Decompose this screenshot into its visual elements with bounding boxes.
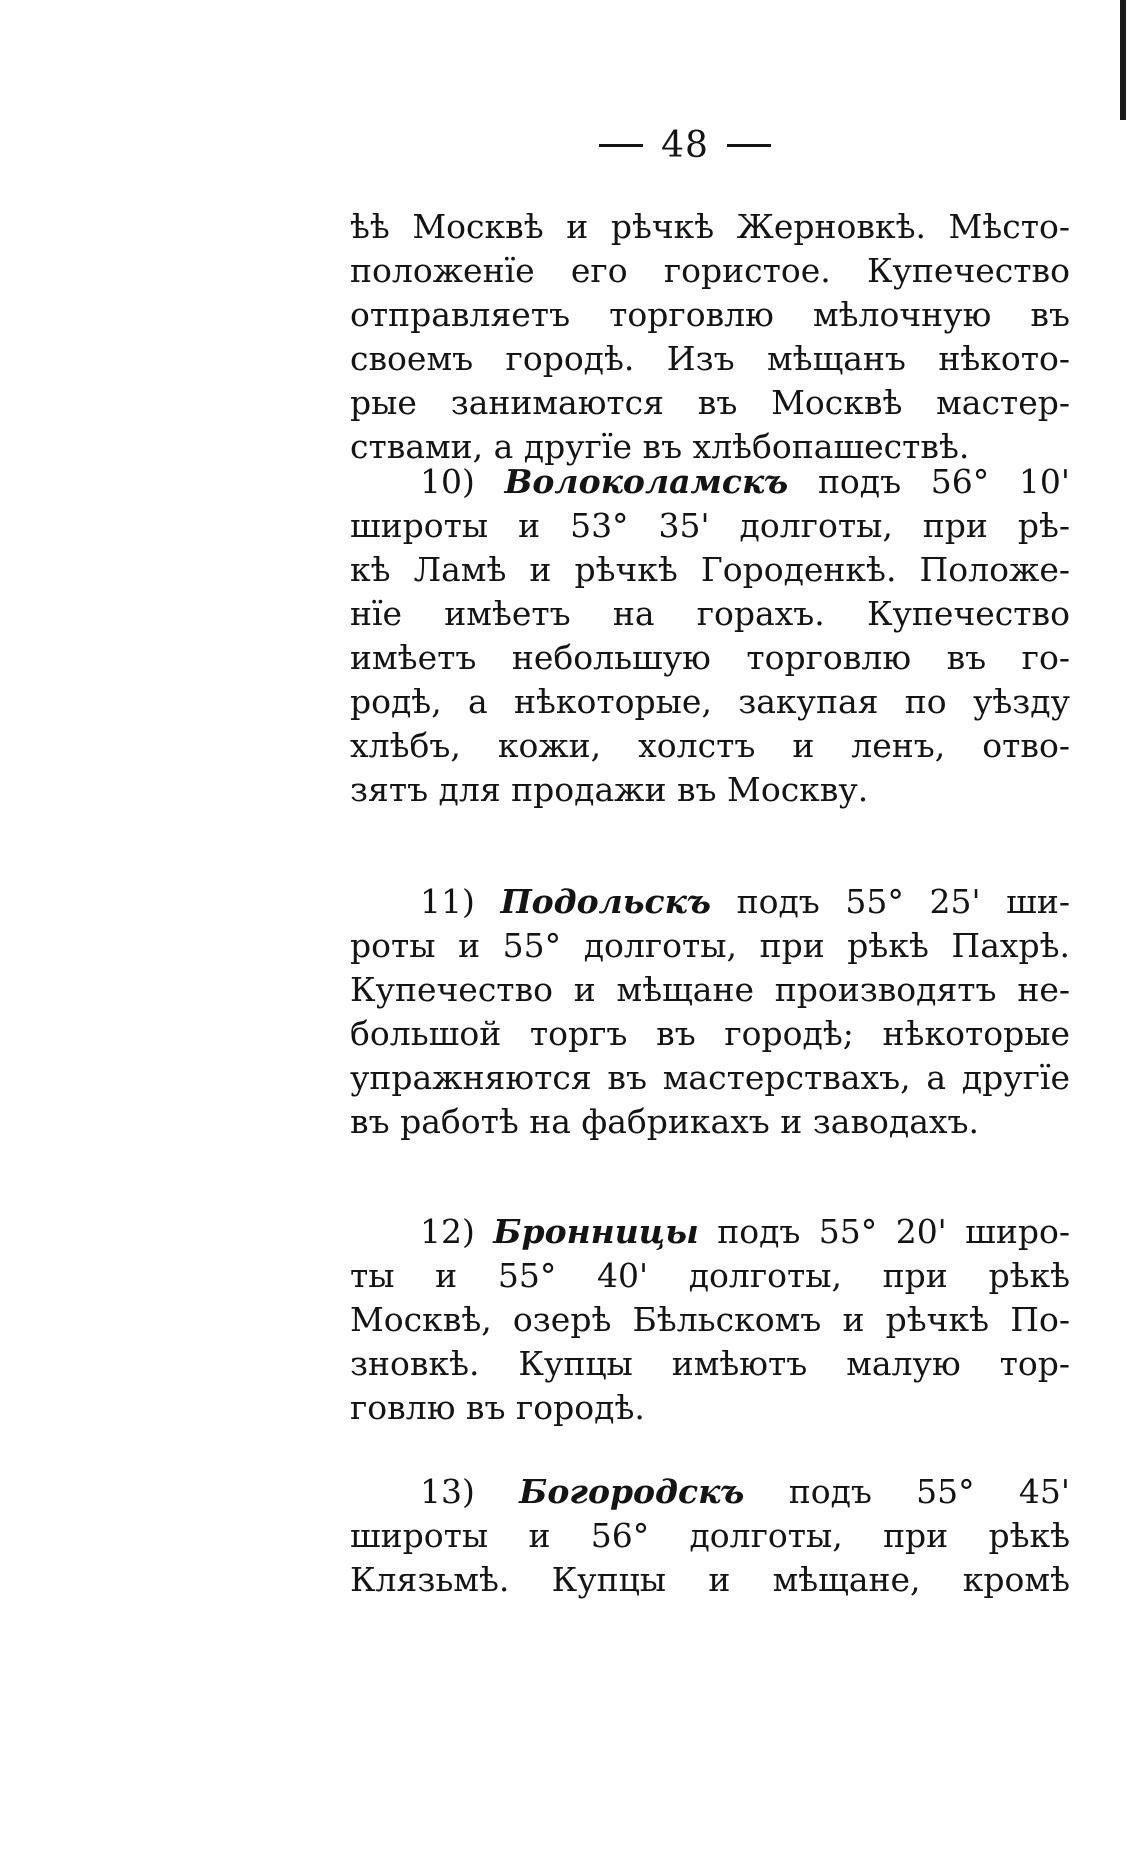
- paragraph-intro: [350, 205, 1070, 469]
- page-edge-mark: [1120, 0, 1126, 120]
- paragraph-first-line: [350, 460, 1070, 504]
- place-name: Волоколамскъ: [504, 462, 789, 501]
- text-line: Москвѣ, озерѣ Бѣльскомъ и рѣчкѣ По-: [350, 1300, 1070, 1339]
- place-name: Подольскъ: [500, 882, 711, 921]
- paragraph-10: [350, 460, 1070, 812]
- text-line: своемъ городѣ. Изъ мѣщанъ нѣкото-: [350, 339, 1070, 378]
- text-line: кѣ Ламѣ и рѣчкѣ Городенкѣ. Положе-: [350, 550, 1070, 589]
- text-line: говлю въ городѣ.: [350, 1388, 645, 1427]
- text-line: широты и 56° долготы, при рѣкѣ: [350, 1516, 1070, 1555]
- paragraph-number: 10): [420, 462, 475, 501]
- place-name: Бронницы: [493, 1212, 699, 1251]
- text-line: нїе имѣетъ на горахъ. Купечество: [350, 594, 1070, 633]
- text-line: въ работѣ на фабрикахъ и заводахъ.: [350, 1102, 979, 1141]
- text-line: положенїе его гористое. Купечество: [350, 251, 1070, 290]
- text-fragment: подъ 55° 20' широ-: [717, 1212, 1070, 1251]
- paragraph-number: 13): [420, 1472, 475, 1511]
- page-number: 48: [661, 125, 709, 166]
- text-line: родѣ, а нѣкоторые, закупая по уѣзду: [350, 682, 1070, 721]
- paragraph-13: [350, 1470, 1070, 1602]
- text-fragment: подъ 56° 10': [817, 462, 1070, 501]
- text-line: зятъ для продажи въ Москву.: [350, 770, 869, 809]
- paragraph-number: 11): [420, 882, 475, 921]
- text-line: отправляетъ торговлю мѣлочную въ: [350, 295, 1070, 334]
- text-line: ѣѣ Москвѣ и рѣчкѣ Жерновкѣ. Мѣсто-: [350, 207, 1070, 246]
- header-dash-right: [727, 144, 771, 147]
- text-line: роты и 55° долготы, при рѣкѣ Пахрѣ.: [350, 926, 1070, 965]
- text-line: широты и 53° 35' долготы, при рѣ-: [350, 506, 1070, 545]
- text-fragment: подъ 55° 45': [788, 1472, 1070, 1511]
- header-dash-left: [599, 144, 643, 147]
- place-name: Богородскъ: [519, 1472, 745, 1511]
- paragraph-12: [350, 1210, 1070, 1430]
- text-line: зновкѣ. Купцы имѣютъ малую тор-: [350, 1344, 1070, 1383]
- text-line: имѣетъ небольшую торговлю въ го-: [350, 638, 1070, 677]
- text-line: ты и 55° 40' долготы, при рѣкѣ: [350, 1256, 1070, 1295]
- paragraph-first-line: [350, 1470, 1070, 1514]
- text-line: рые занимаются въ Москвѣ мастер-: [350, 383, 1070, 422]
- text-fragment: подъ 55° 25' ши-: [736, 882, 1070, 921]
- text-line: Клязьмѣ. Купцы и мѣщане, кромѣ: [350, 1560, 1070, 1599]
- paragraph-11: [350, 880, 1070, 1144]
- text-line: большой торгъ въ городѣ; нѣкоторые: [350, 1014, 1070, 1053]
- text-line: упражняются въ мастерствахъ, а другїе: [350, 1058, 1070, 1097]
- text-line: хлѣбъ, кожи, холстъ и ленъ, отво-: [350, 726, 1070, 765]
- text-line: ствами, а другїе въ хлѣбопашествѣ.: [350, 427, 970, 466]
- paragraph-first-line: [350, 1210, 1070, 1254]
- page-header: [575, 125, 795, 166]
- paragraph-first-line: [350, 880, 1070, 924]
- text-line: Купечество и мѣщане производятъ не-: [350, 970, 1070, 1009]
- paragraph-number: 12): [420, 1212, 475, 1251]
